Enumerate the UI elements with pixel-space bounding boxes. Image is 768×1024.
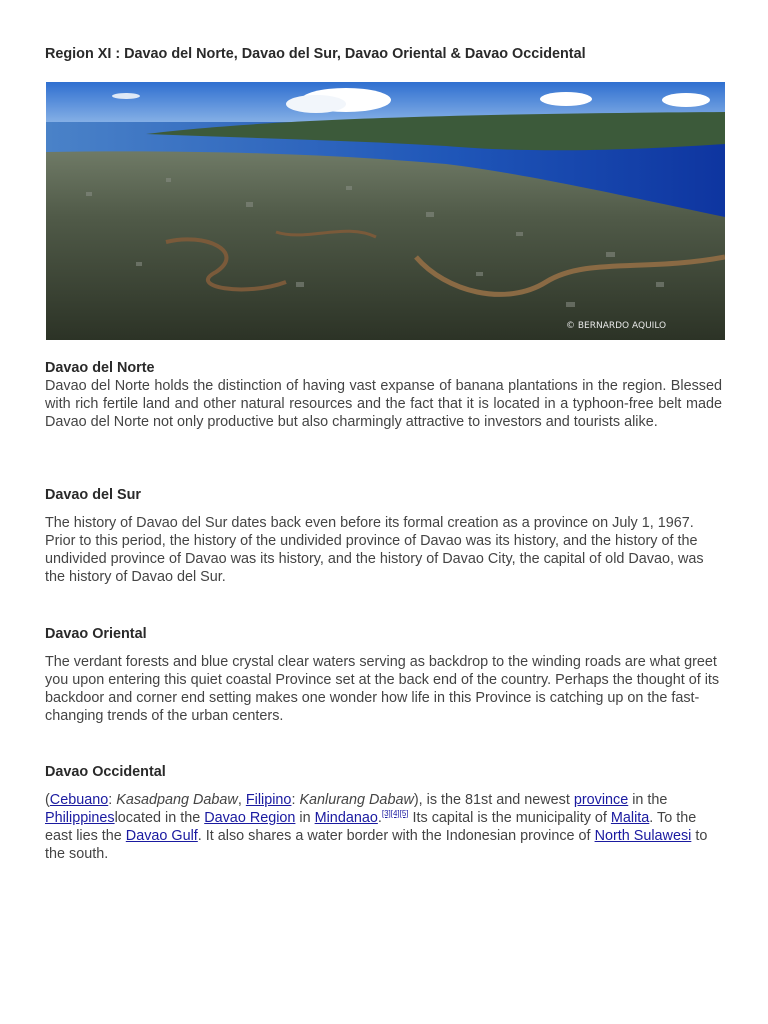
text-fragment: in [295,810,315,826]
text-fragment: . [377,810,382,826]
paragraph-davao-del-norte: Davao del Norte holds the distinction of having vast expanse of banana plantations in the region. Blessed with rich fertile land and other natural resources and the fact that it is located in a typhoon-free belt made Davao del Norte not only productive but also charmingly attractive to investors and tourists alike. [45,378,722,430]
text-fragment: Its capital is the municipality of [408,810,611,826]
aerial-city-photo [46,82,725,340]
text-fragment: : [291,792,300,808]
italic-kanlurang-dabaw: Kanlurang Dabaw [299,792,414,808]
text-fragment: ( [45,792,50,808]
aerial-photo-illustration [46,82,725,340]
paragraph-davao-oriental: The verdant forests and blue crystal clear waters serving as backdrop to the winding roads are what greet you upon entering this quiet coastal Province set at the back end of the country. Perhaps the thought of its backdoor and corner end setting makes one wonder how life in this Province is catching up on the fast-changing trends of the urban centers. [45,654,720,724]
link-province[interactable]: province [573,792,629,808]
heading-davao-occidental: Davao Occidental [45,764,166,780]
text-fragment: to the south. [45,828,708,862]
text-fragment: ), is the 81st and newest [413,792,574,808]
italic-kasadpang-dabaw: Kasadpang Dabaw [116,792,238,808]
text-fragment: . To the east lies the [45,810,697,844]
text-fragment: in the [628,792,668,808]
paragraph-davao-occidental [45,791,722,863]
link-cebuano[interactable]: Cebuano [49,792,109,808]
link-davao-gulf[interactable]: Davao Gulf [125,828,198,844]
link-filipino[interactable]: Filipino [245,792,292,808]
heading-davao-del-sur: Davao del Sur [45,487,141,503]
photo-credit: © BERNARDO AQUILO [566,321,667,331]
link-davao-region[interactable]: Davao Region [204,810,296,826]
paragraph-davao-del-sur: The history of Davao del Sur dates back even before its formal creation as a province on July 1, 1967. Prior to this period, the history of the undivided province of Davao was its history, and the history of the undivided province of Davao was its history, and the history of Davao City, the capital of old Davao, was the history of Davao del Sur. [45,515,704,585]
text-fragment: located in the [114,810,205,826]
reference-links[interactable]: [3][4][5] [381,809,409,819]
link-north-sulawesi[interactable]: North Sulawesi [594,828,692,844]
heading-davao-del-norte: Davao del Norte [45,360,155,376]
page-title: Region XI : Davao del Norte, Davao del Sur, Davao Oriental & Davao Occidental [45,46,586,62]
link-mindanao[interactable]: Mindanao [314,810,378,826]
text-fragment: , [237,792,246,808]
text-fragment: . It also shares a water border with the Indonesian province of [197,828,595,844]
link-philippines[interactable]: Philippines [45,810,115,826]
heading-davao-oriental: Davao Oriental [45,626,147,642]
link-malita[interactable]: Malita [610,810,650,826]
text-fragment: : [108,792,117,808]
